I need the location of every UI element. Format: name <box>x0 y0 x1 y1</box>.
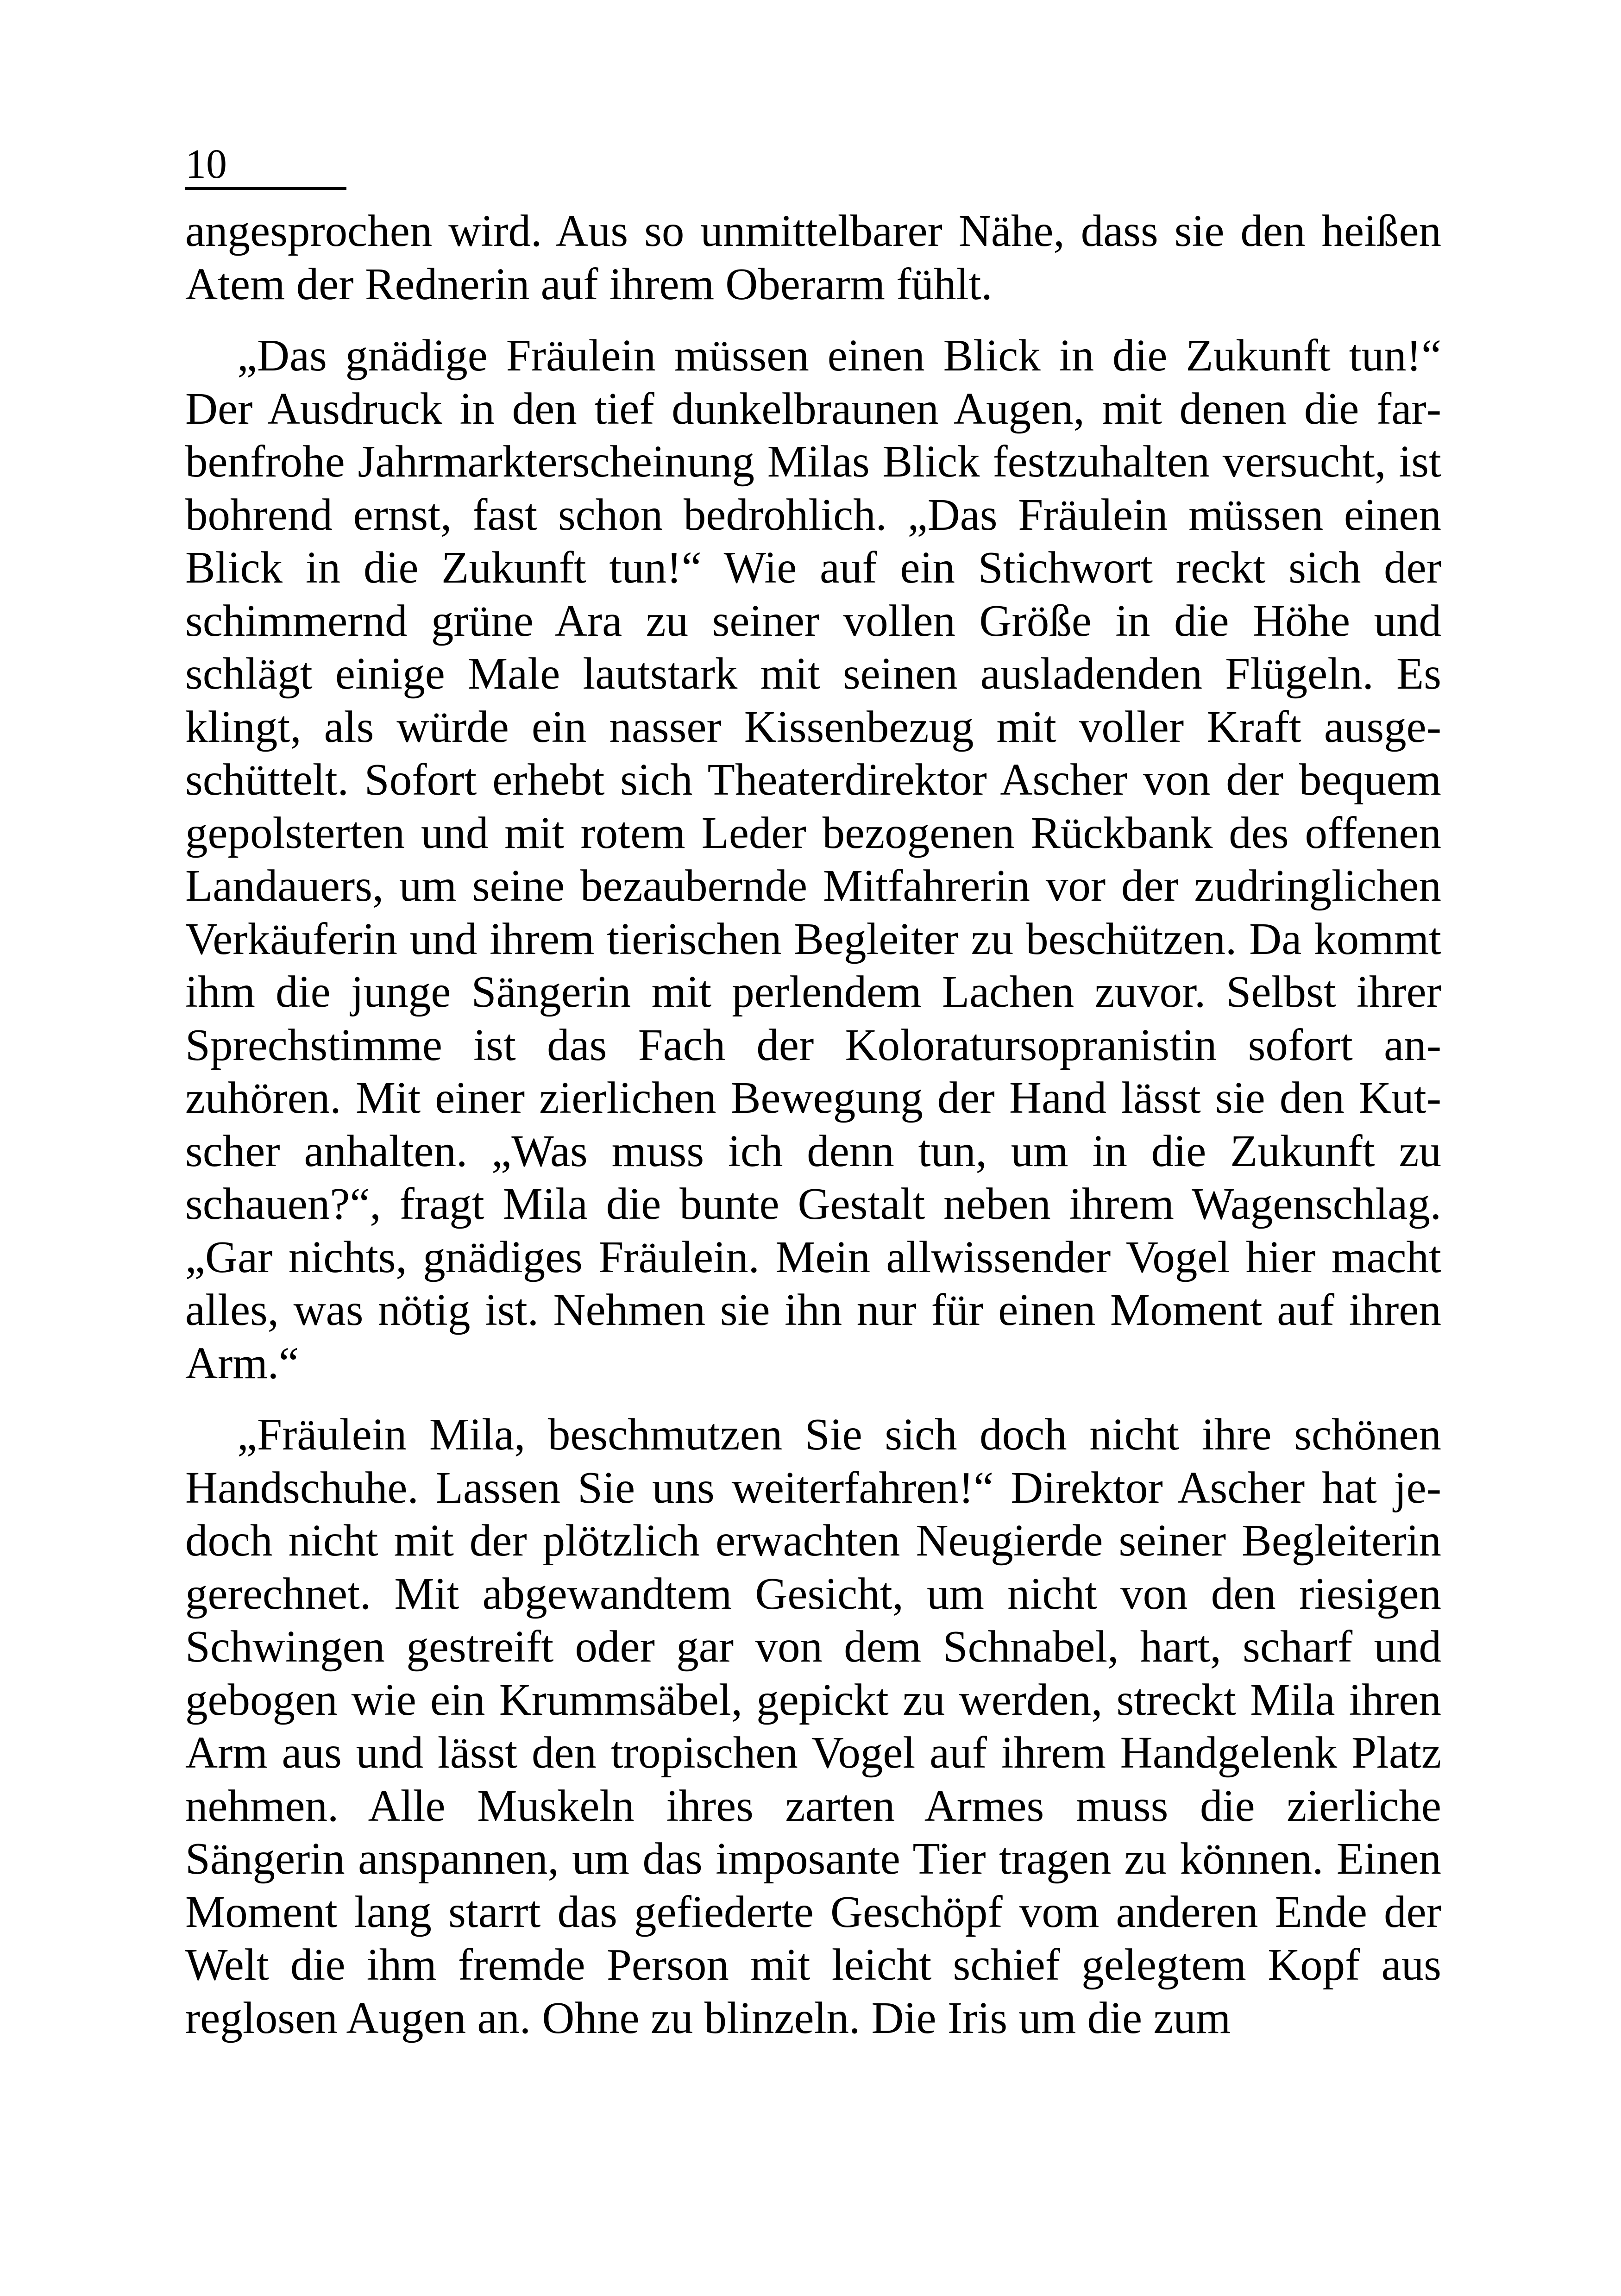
paragraph-3: „Fräulein Mila, beschmutzen Sie sich doch nicht ihre schönen Handschuhe. Lassen Sie uns weiterfahren!“ Direktor Ascher hat jedoch nicht mit der plötzlich erwachten Neugierde seiner Begleiterin gerechnet. Mit abgewandtem Gesicht, um nicht von den riesigen Schwingen gestreift oder gar von dem Schnabel, hart, scharf und gebogen wie ein Krummsäbel, gepickt zu werden, streckt Mila ihren Arm aus und lässt den tropischen Vogel auf ihrem Handgelenk Platz nehmen. Alle Muskeln ihres zarten Armes muss die zierliche Sängerin anspannen, um das imposante Tier tragen zu können. Einen Moment lang starrt das gefiederte Geschöpf vom anderen Ende der Welt die ihm fremde Person mit leicht schief gelegtem Kopf aus reglosen Augen an. Ohne zu blinzeln. Die Iris um die zum <box>185 1410 1441 2043</box>
paragraph-2: „Das gnädige Fräulein müssen einen Blick in die Zukunft tun!“ Der Ausdruck in den tief dunkelbraunen Augen, mit denen die farbenfrohe Jahrmarkterscheinung Milas Blick festzuhalten versucht, ist bohrend ernst, fast schon bedrohlich. „Das Fräulein müssen einen Blick in die Zukunft tun!“ Wie auf ein Stichwort reckt sich der schimmernd grüne Ara zu seiner vollen Größe in die Höhe und schlägt einige Male lautstark mit seinen ausladenden Flügeln. Es klingt, als würde ein nasser Kissenbezug mit voller Kraft ausgeschüttelt. Sofort erhebt sich Theaterdirektor Ascher von der bequem gepolsterten und mit rotem Leder bezogenen Rückbank des offenen Landauers, um seine bezaubernde Mitfahrerin vor der zudringlichen Verkäuferin und ihrem tierischen Begleiter zu beschützen. Da kommt ihm die junge Sängerin mit perlendem Lachen zuvor. Selbst ihrer Sprechstimme ist das Fach der Koloratursopranistin sofort anzuhören. Mit einer zierlichen Bewegung der Hand lässt sie den Kutscher anhalten. „Was muss ich denn tun, um in die Zukunft zu schauen?“, fragt Mila die bunte Gestalt neben ihrem Wagenschlag. „Gar nichts, gnädiges Fräulein. Mein allwissender Vogel hier macht alles, was nötig ist. Nehmen sie ihn nur für einen Moment auf ihren Arm.“ <box>185 331 1441 1388</box>
text-body <box>185 205 1441 2045</box>
page-number: 10 <box>185 141 227 187</box>
paragraph-1: angesprochen wird. Aus so unmittelbarer Nähe, dass sie den heißen Atem der Rednerin auf ihrem Oberarm fühlt. <box>185 206 1441 309</box>
page-header <box>185 139 346 190</box>
